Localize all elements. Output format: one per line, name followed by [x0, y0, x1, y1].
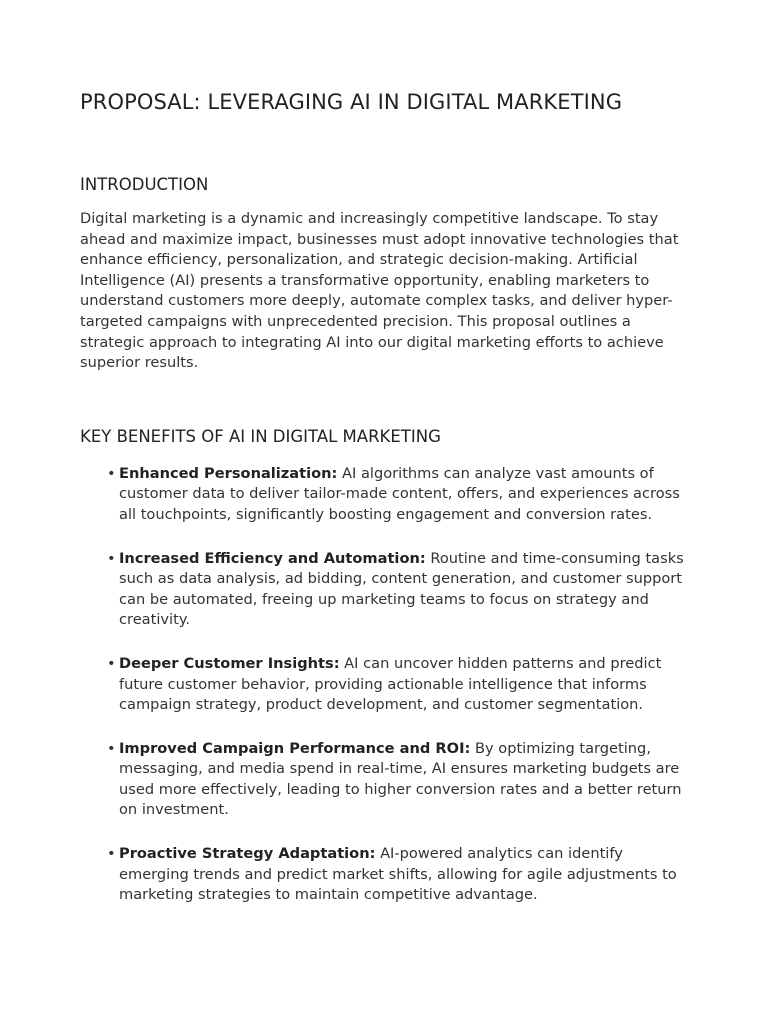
benefit-title: Improved Campaign Performance and ROI:: [119, 739, 471, 757]
benefit-title: Increased Efficiency and Automation:: [119, 549, 426, 567]
bullet-icon: •: [107, 845, 116, 863]
bullet-icon: •: [107, 654, 116, 672]
benefit-text: By optimizing targeting, messaging, and media spend in real-time, AI ensures marketing budgets are used more effectively, leading to higher conversion rates and a better return on investment.: [119, 739, 682, 819]
introduction-heading: INTRODUCTION: [80, 175, 209, 194]
benefit-item: [80, 739, 688, 821]
benefit-text: AI-powered analytics can identify emerging trends and predict market shifts, allowing for agile adjustments to marketing strategies to maintain competitive advantage.: [119, 845, 677, 904]
bullet-icon: •: [107, 549, 116, 567]
benefit-title: Deeper Customer Insights:: [119, 654, 340, 672]
benefit-text: Routine and time-consuming tasks such as data analysis, ad bidding, content generation, and customer support can be automated, freeing up marketing teams to focus on strategy and creativity.: [119, 549, 684, 629]
bullet-icon: •: [107, 739, 116, 757]
benefit-text: AI can uncover hidden patterns and predict future customer behavior, providing actionable intelligence that informs campaign strategy, product development, and customer segmentation.: [119, 654, 662, 714]
benefit-item: [80, 654, 688, 716]
benefit-title: Proactive Strategy Adaptation:: [119, 845, 376, 863]
benefit-item: [80, 464, 688, 526]
benefit-item: [80, 549, 688, 631]
benefits-list: [80, 464, 688, 906]
benefit-item: [80, 844, 688, 906]
benefit-text: AI algorithms can analyze vast amounts of customer data to deliver tailor-made content, offers, and experiences across all touchpoints, significantly boosting engagement and conversion rates.: [119, 464, 680, 523]
benefits-heading: KEY BENEFITS OF AI IN DIGITAL MARKETING: [80, 426, 441, 446]
benefit-title: Enhanced Personalization:: [119, 464, 338, 482]
document-title: PROPOSAL: LEVERAGING AI IN DIGITAL MARKETING: [80, 90, 623, 114]
introduction-paragraph: Digital marketing is a dynamic and increasingly competitive landscape. To stay ahead and maximize impact, businesses must adopt innovative technologies that enhance efficiency, personalization, and strategic decision-making. Artificial Intelligence (AI) presents a transformative opportunity, enabling marketers to understand customers more deeply, automate complex tasks, and deliver hyper-targeted campaigns with unprecedented precision. This proposal outlines a strategic approach to integrating AI into our digital marketing efforts to achieve superior results.: [80, 210, 679, 372]
bullet-icon: •: [107, 464, 116, 482]
